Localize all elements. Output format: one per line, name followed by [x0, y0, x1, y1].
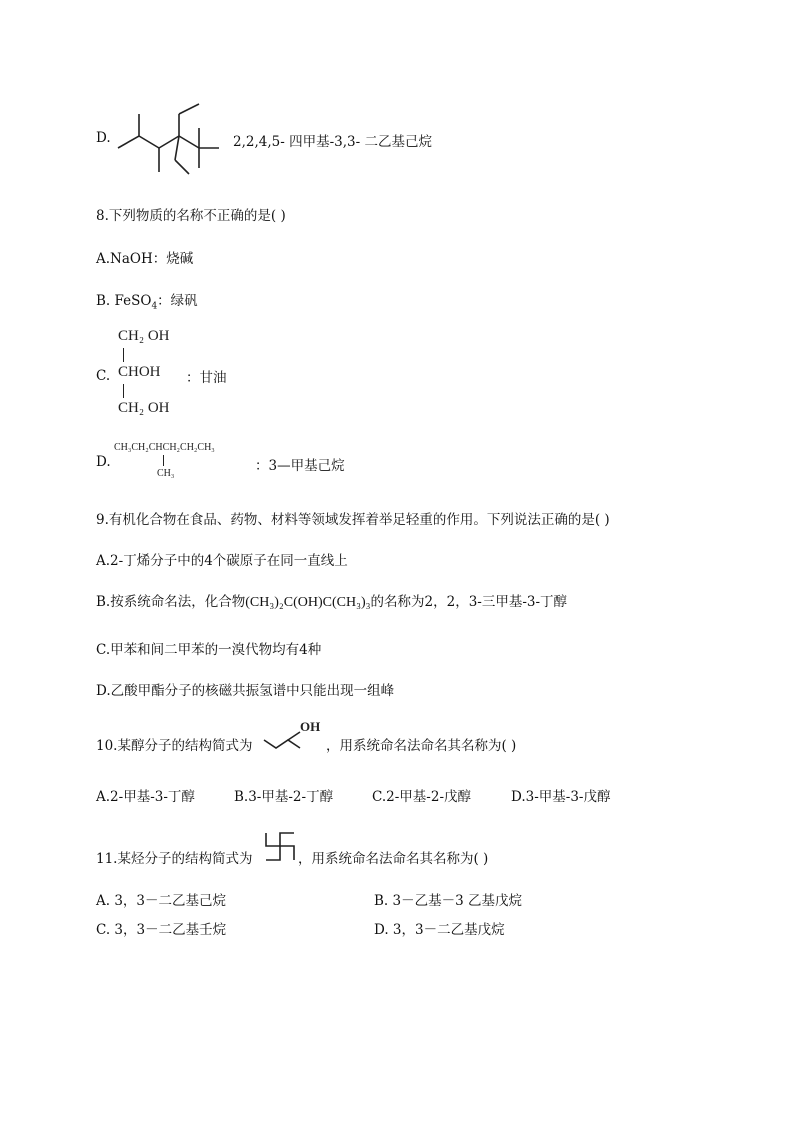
q9-option-a: A.2-丁烯分子中的4个碳原子在同一直线上: [96, 553, 348, 569]
q8-option-a: A.NaOH：烧碱: [96, 251, 194, 267]
q7-option-d-label: D.: [96, 130, 111, 146]
q11-stem-suffix: ，用系统命名法命名其名称为( ): [298, 851, 489, 867]
q8-c-bond1: [123, 348, 124, 362]
q10-option-b: B.3-甲基-2-丁醇: [234, 789, 334, 805]
q8-option-d-label: D.: [96, 454, 111, 470]
q7-option-d-name: 2,2,4,5- 四甲基-3,3- 二乙基己烷: [233, 134, 432, 150]
q8-b-subscript: 4: [151, 301, 158, 312]
q10-option-d: D.3-甲基-3-戊醇: [511, 789, 611, 805]
q8-b-formula: B. FeSO: [96, 293, 152, 309]
q8-d-branch: CH₃: [157, 468, 175, 479]
q9-b-formula: (CH₃)₂C(OH)C(CH₃)₃: [245, 595, 371, 610]
q8-c-row3: CH₂ OH: [118, 400, 170, 416]
q11-skeletal-structure: [262, 830, 298, 864]
q8-option-c-label: C.: [96, 368, 111, 384]
q11-option-c: C. 3，3－二乙基壬烷: [96, 922, 227, 938]
q8-c-row1: CH₂ OH: [118, 328, 170, 344]
q9-option-d: D.乙酸甲酯分子的核磁共振氢谱中只能出现一组峰: [96, 683, 395, 699]
q7-d-skeletal-structure: [115, 100, 225, 180]
q11-option-b: B. 3－乙基－3 乙基戊烷: [374, 893, 522, 909]
q10-oh-label: OH: [300, 719, 321, 734]
q10-stem-prefix: 10.某醇分子的结构简式为: [96, 738, 253, 754]
q8-d-bond: [163, 455, 164, 466]
q9-b-suffix: 的名称为2，2，3-三甲基-3-丁醇: [370, 594, 568, 610]
q9-option-c: C.甲苯和间二甲苯的一溴代物均有4种: [96, 642, 322, 658]
q11-option-d: D. 3，3－二乙基戊烷: [374, 922, 505, 938]
q8-stem: 8.下列物质的名称不正确的是( ): [96, 208, 286, 224]
q8-option-b: [96, 289, 198, 312]
q8-d-main-chain: CH₃CH₂CHCH₂CH₂CH₃: [114, 442, 215, 453]
q8-c-bond2: [123, 384, 124, 398]
q9-option-b: [96, 590, 567, 611]
q8-c-row2: CHOH: [118, 364, 161, 380]
q10-stem-suffix: ，用系统命名法命名其名称为( ): [326, 738, 517, 754]
q9-stem: 9.有机化合物在食品、药物、材料等领域发挥着举足轻重的作用。下列说法正确的是( ): [96, 512, 610, 528]
q9-b-prefix: B.按系统命名法，化合物: [96, 594, 246, 610]
q11-option-a: A. 3，3－二乙基己烷: [96, 893, 227, 909]
q10-option-a: A.2-甲基-3-丁醇: [96, 789, 195, 805]
q11-stem-prefix: 11.某烃分子的结构简式为: [96, 851, 253, 867]
q8-d-name: ：3—甲基己烷: [255, 458, 345, 474]
q8-b-name: ：绿矾: [157, 293, 198, 309]
q8-c-name: ：甘油: [186, 370, 227, 386]
q10-option-c: C.2-甲基-2-戊醇: [372, 789, 472, 805]
